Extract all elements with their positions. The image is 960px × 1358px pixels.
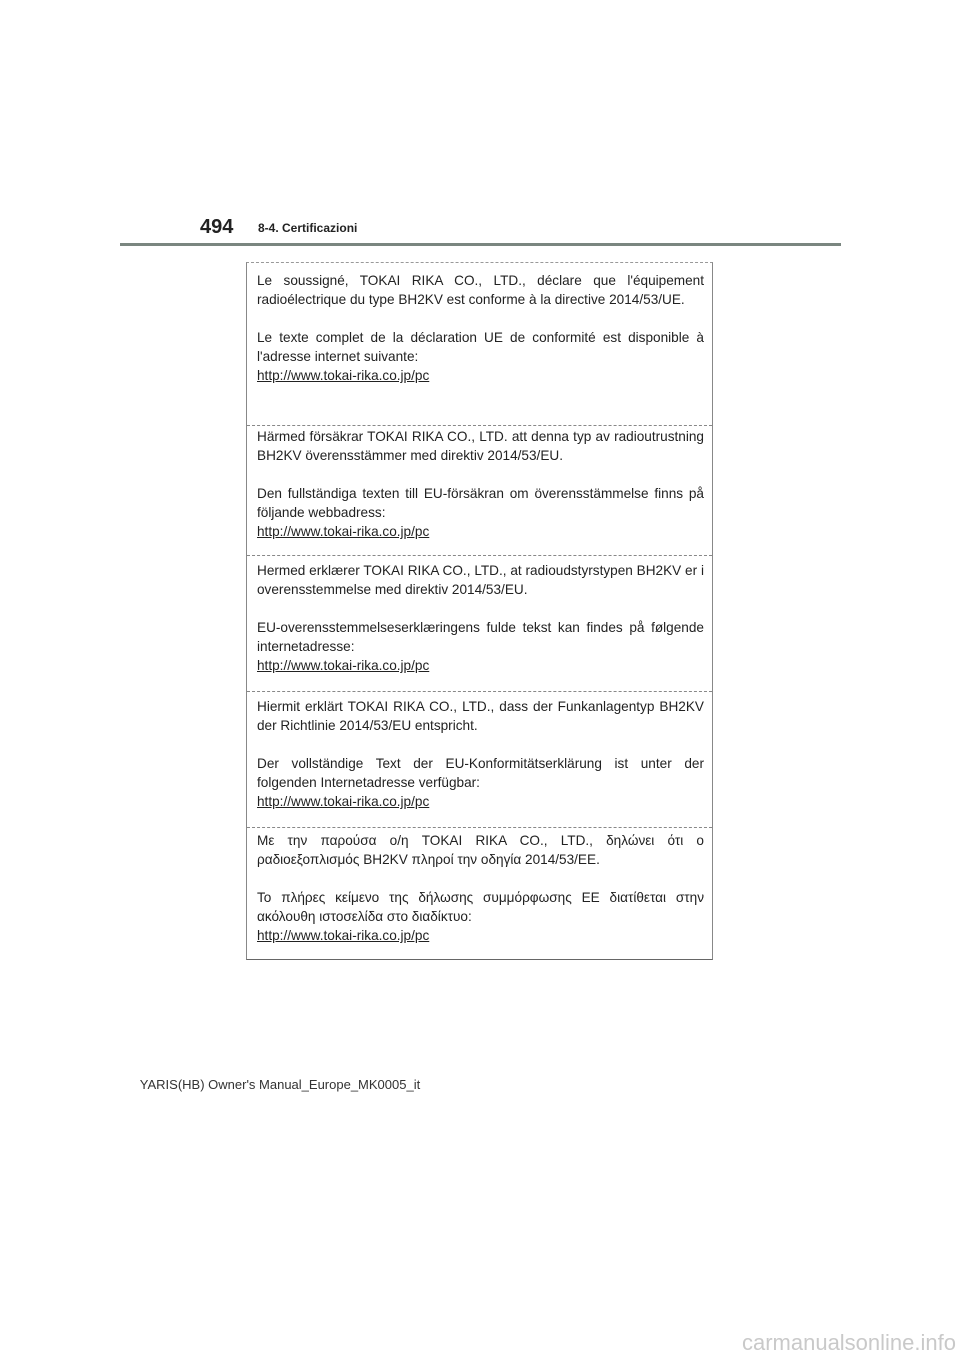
- declaration-text: Hermed erklærer TOKAI RIKA CO., LTD., at radioudstyrstypen BH2KV er i overensstemmelse med direktiv 2014/53/EU.: [257, 563, 704, 597]
- watermark: carmanualsonline.info: [741, 1330, 956, 1355]
- section-divider: [247, 827, 712, 828]
- header-rule: [120, 243, 841, 246]
- declaration-url-link[interactable]: http://www.tokai-rika.co.jp/pc: [257, 368, 430, 383]
- declaration-text: Le soussigné, TOKAI RIKA CO., LTD., déclare que l'équipement radioélectrique du type BH2KV est conforme à la directive 2014/53/UE.: [257, 273, 704, 307]
- declaration-text: Härmed försäkrar TOKAI RIKA CO., LTD. att denna typ av radioutrustning BH2KV överensstämmer med direktiv 2014/53/EU.: [257, 429, 704, 463]
- page-number: 494: [200, 216, 234, 238]
- section-divider: [247, 555, 712, 556]
- section-divider: [247, 691, 712, 692]
- declaration-block-de: [257, 697, 704, 811]
- declaration-block-fr: [257, 271, 704, 385]
- declaration-block-da: [257, 561, 704, 675]
- declaration-url-link[interactable]: http://www.tokai-rika.co.jp/pc: [257, 658, 430, 673]
- availability-text: EU-overensstemmelseserklæringens fulde tekst kan findes på følgende internetadresse:: [257, 620, 704, 654]
- declaration-url-link[interactable]: http://www.tokai-rika.co.jp/pc: [257, 524, 430, 539]
- section-divider: [247, 425, 712, 426]
- declaration-text: Με την παρούσα ο/η TOKAI RIKA CO., LTD., δηλώνει ότι ο ραδιοεξοπλισμός BH2KV πληροί την οδηγία 2014/53/ΕΕ.: [257, 833, 704, 867]
- availability-text: Le texte complet de la déclaration UE de conformité est disponible à l'adresse internet suivante:: [257, 330, 704, 364]
- availability-text: Den fullständiga texten till EU-försäkran om överensstämmelse finns på följande webbadress:: [257, 486, 704, 520]
- declaration-url-link[interactable]: http://www.tokai-rika.co.jp/pc: [257, 928, 430, 943]
- declaration-text: Hiermit erklärt TOKAI RIKA CO., LTD., dass der Funkanlagentyp BH2KV der Richtlinie 2014/53/EU entspricht.: [257, 699, 704, 733]
- footer: [0, 1077, 960, 1092]
- availability-text: Der vollständige Text der EU-Konformitätserklärung ist unter der folgenden Internetadresse verfügbar:: [257, 756, 704, 790]
- manual-id: YARIS(HB) Owner's Manual_Europe_MK0005_it: [139, 1077, 421, 1092]
- declaration-box: [246, 262, 713, 960]
- declaration-block-el: [257, 831, 704, 945]
- declaration-block-sv: [257, 427, 704, 541]
- section-title: 8-4. Certificazioni: [258, 221, 358, 235]
- availability-text: Το πλήρες κείμενο της δήλωσης συμμόρφωσης ΕΕ διατίθεται στην ακόλουθη ιστοσελίδα στο διαδίκτυο:: [257, 890, 704, 924]
- declaration-url-link[interactable]: http://www.tokai-rika.co.jp/pc: [257, 794, 430, 809]
